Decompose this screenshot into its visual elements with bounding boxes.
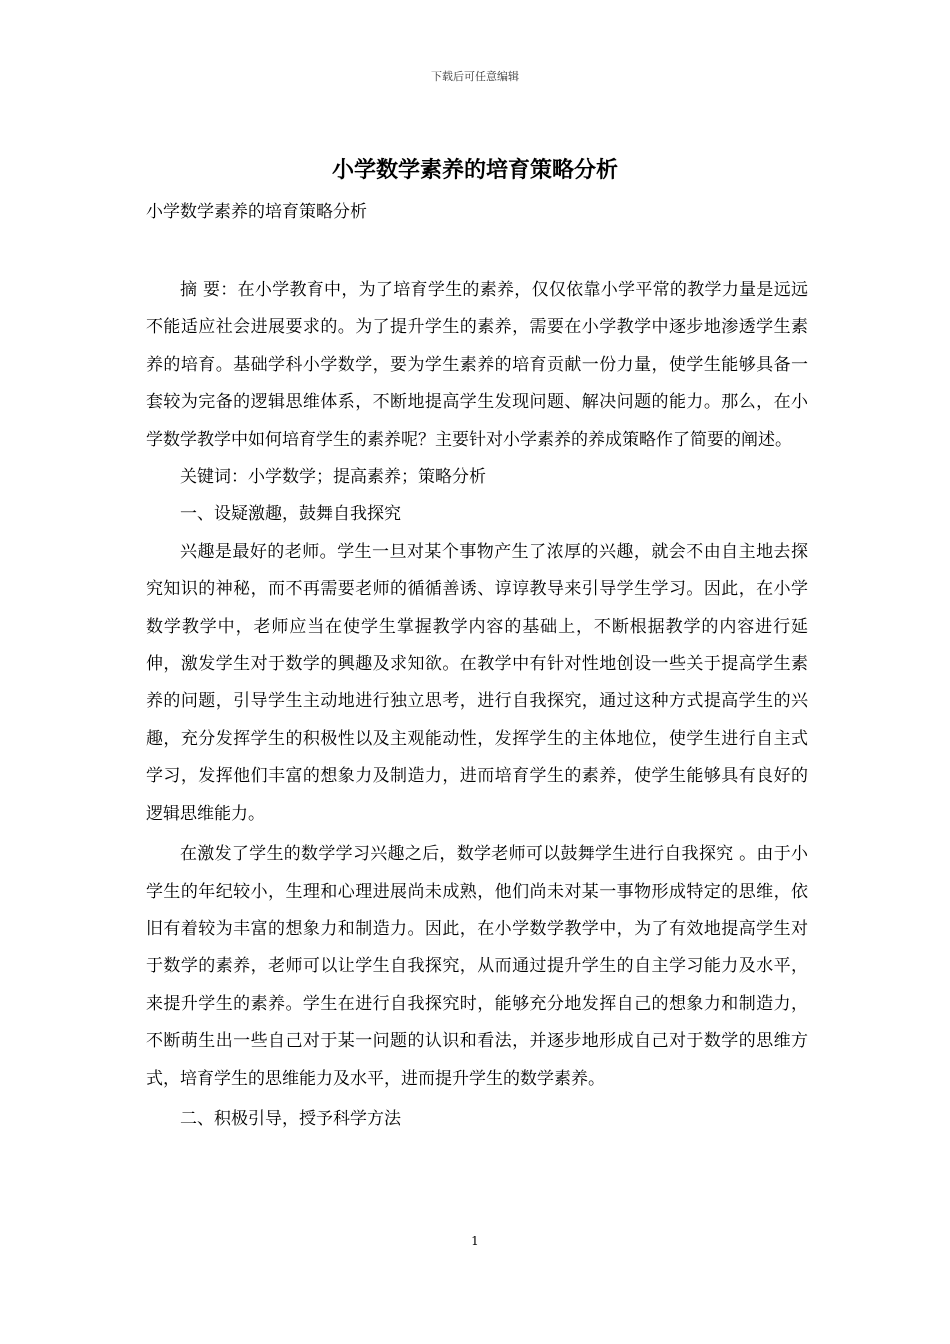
section-heading-2: 二、积极引导，授予科学方法 — [180, 1108, 401, 1129]
document-subtitle: 小学数学素养的培育策略分析 — [146, 202, 367, 222]
abstract-paragraph: 摘 要：在小学教育中，为了培育学生的素养，仅仅依靠小学平常的教学力量是远远不能适应社会进展要求的。为了提升学生的素养，需要在小学教学中逐步地渗透学生素养的培育。基础学科小学数学，要为学生素养的培育贡献一份力量，使学生能够具备一套较为完备的逻辑思维体系，不断地提高学生发现问题、解决问题的能力。那么，在小学数学教学中如何培育学生的素养呢？主要针对小学素养的养成策略作了简要的阐述。 — [146, 280, 808, 450]
page-number: 1 — [471, 1234, 479, 1248]
body-paragraph: 兴趣是最好的老师。学生一旦对某个事物产生了浓厚的兴趣，就会不由自主地去探究知识的神秘，而不再需要老师的循循善诱、谆谆教导来引导学生学习。因此，在小学数学教学中，老师应当在使学生掌握教学内容的基础上，不断根据教学的内容进行延伸，激发学生对于数学的興趣及求知欲。在教学中有针对性地创设一些关于提高学生素养的问题，引导学生主动地进行独立思考，进行自我探究，通过这种方式提高学生的兴趣，充分发挥学生的积极性以及主观能动性，发挥学生的主体地位，使学生进行自主式学习，发挥他们丰富的想象力及制造力，进而培育学生的素养，使学生能够具有良好的逻辑思维能力。 — [146, 541, 808, 824]
keywords-paragraph: 关键词：小学数学；提高素养；策略分析 — [180, 467, 486, 488]
section-heading-1: 一、设疑激趣，鼓舞自我探究 — [180, 504, 401, 525]
document-title: 小学数学素养的培育策略分析 — [331, 157, 618, 183]
header-note: 下载后可任意编辑 — [431, 70, 519, 83]
document-body — [146, 272, 808, 1138]
body-paragraph: 在激发了学生的数学学习兴趣之后，数学老师可以鼓舞学生进行自我探究 。由于小学生的年纪较小，生理和心理进展尚未成熟，他们尚未对某一事物形成特定的思维，依旧有着较为丰富的想象力和制造力。因此，在小学数学教学中，为了有效地提高学生对于数学的素养，老师可以让学生自我探究，从而通过提升学生的自主学习能力及水平，来提升学生的素养。学生在进行自我探究时，能够充分地发挥自己的想象力和制造力，不断萌生出一些自己对于某一问题的认识和看法，并逐步地形成自己对于数学的思维方式，培育学生的思维能力及水平，进而提升学生的数学素养。 — [146, 844, 808, 1089]
